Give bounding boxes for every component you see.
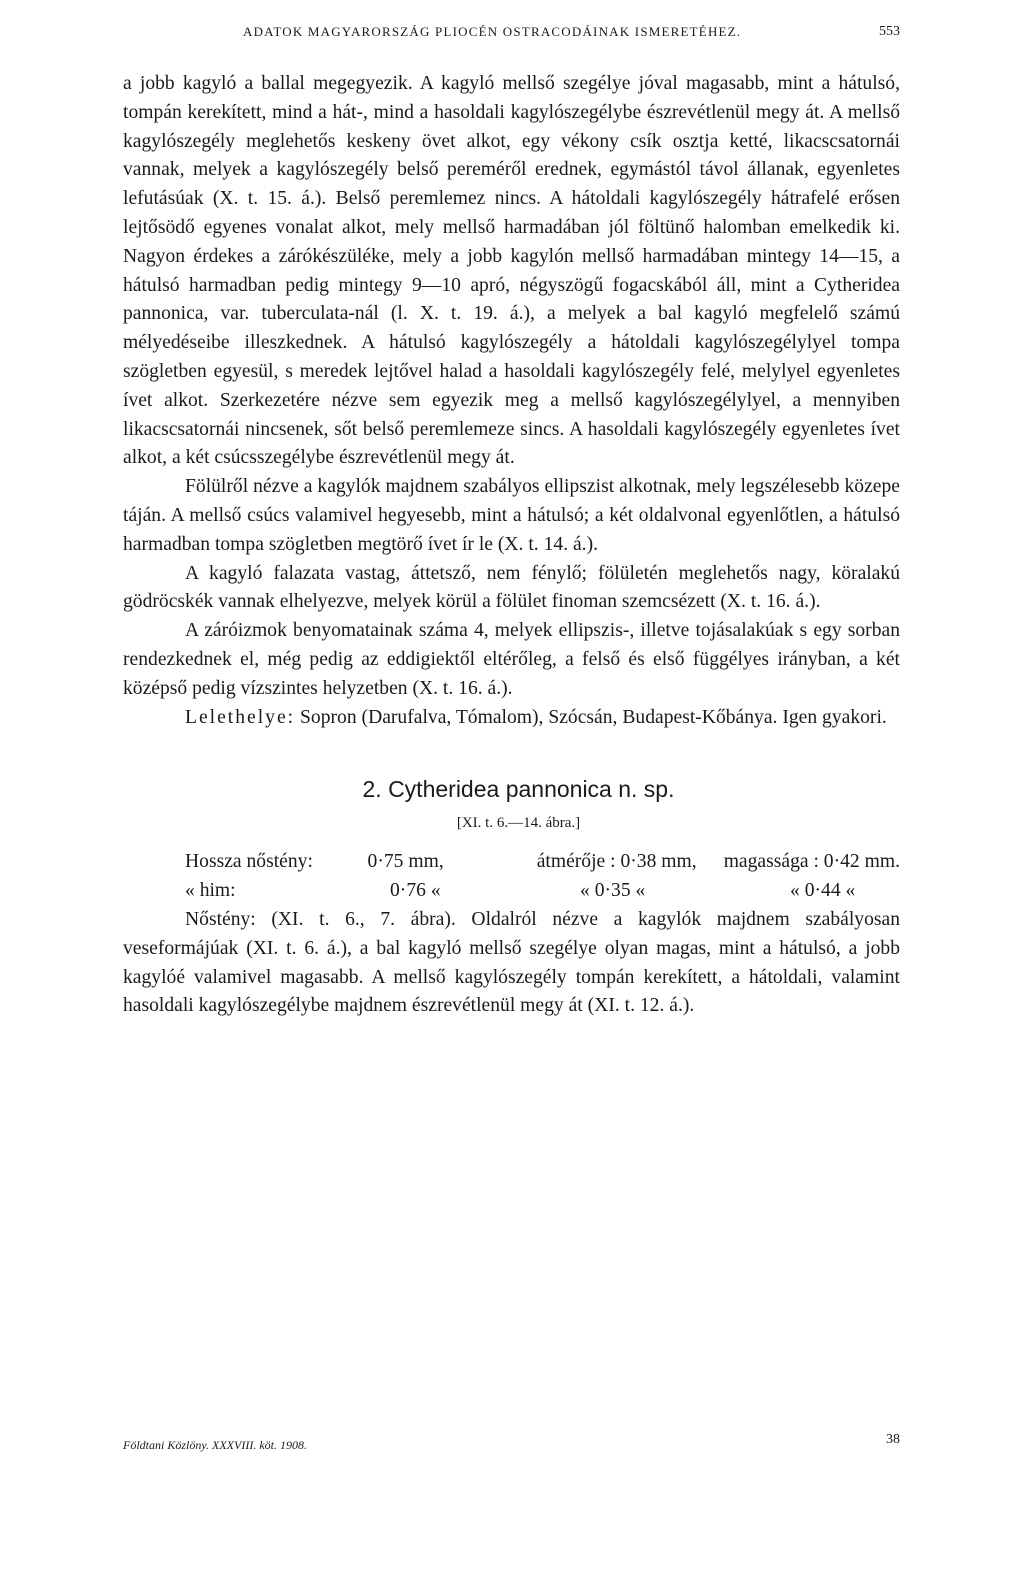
paragraph-4: A záróizmok benyomatainak száma 4, melyek ellipszis-, illetve tojásalakúak s egy sorban rendezkednek el, még pedig az eddigiektől eltérőleg, a felső és első függélyes irányban, a két középső pedig vízszintes helyzetben (X. t. 16. á.). xyxy=(123,620,900,699)
measurement-row-female xyxy=(123,848,900,877)
page-footer xyxy=(123,1432,900,1462)
paragraph-3: A kagyló falazata vastag, áttetsző, nem fénylő; fölületén meglehetős nagy, köralakú gödröcskék vannak elhelyezve, melyek körül a fölület finoman szemcsézett (X. t. 16. á.). xyxy=(123,562,900,613)
running-title: ADATOK MAGYARORSZÁG PLIOCÉN OSTRACODÁINAK ISMERETÉHEZ. xyxy=(243,24,742,39)
measurement-height: magassága : 0·42 mm. xyxy=(723,851,900,873)
measurement-label: « him: xyxy=(185,880,236,902)
journal-citation: Földtani Közlöny. XXXVIII. köt. 1908. xyxy=(123,1438,307,1452)
figure-reference: [XI. t. 6.—14. ábra.] xyxy=(456,815,581,832)
body-text xyxy=(123,70,900,1021)
section-title: 2. Cytheridea pannonica n. sp. xyxy=(362,776,675,803)
locality-paragraph xyxy=(123,704,900,733)
measurement-row-male xyxy=(123,877,900,906)
sheet-number: 38 xyxy=(886,1432,900,1447)
locality-label: Lelethelye: xyxy=(185,706,296,728)
measurement-label: Hossza nőstény: xyxy=(185,851,313,873)
page-number: 553 xyxy=(879,24,900,39)
measurement-height: « 0·44 « xyxy=(790,880,856,902)
locality-text: Sopron (Darufalva, Tómalom), Szócsán, Budapest-Kőbánya. Igen gyakori. xyxy=(300,706,887,728)
paragraph-2: Fölülről nézve a kagylók majdnem szabályos ellipszist alkotnak, mely legszélesebb közepe táján. A mellső csúcs valamivel hegyesebb, mint a hátulsó; a két oldalvonal egyenlőtlen, a hátulsó harmadban tompa szögletben megtörő ívet ír le (X. t. 14. á.). xyxy=(123,476,900,555)
measurement-width: átmérője : 0·38 mm, xyxy=(536,851,697,873)
measurement-length: 0·76 « xyxy=(390,880,441,902)
paragraph-1: a jobb kagyló a ballal megegyezik. A kagyló mellső szegélye jóval magasabb, mint a hátulsó, tompán kerekített, mind a hát-, mind a hasoldali kagylószegélybe észrevétlenül megy át. A mellső kagylószegély meglehetős keskeny övet alkot, egy vékony csík osztja ketté, likacscsatornái vannak, melyek a kagylószegély belső pereméről erednek, egymástól távol állanak, egyenletes lefutásúak (X. t. 15. á.). Belső peremlemez nincs. A hátoldali kagylószegély hátrafelé erősen lejtősödő egyenes vonalat alkot, mely mellső harmadában jól föltünő halomban emelkedik ki. Nagyon érdekes a zárókészüléke, mely a jobb kagylón mellső harmadában mintegy 14—15, a hátulsó harmadban pedig mintegy 9—10 apró, négyszögű fogacskából áll, mint a Cytheridea pannonica, var. tuberculata-nál (l. X. t. 19. á.), a melyek a bal kagyló megfelelő számú mélyedéseibe illeszkednek. A hátulsó kagylószegély a hátoldali kagylószegélylyel tompa szögletben egyesül, s meredek lejtővel halad a hasoldali kagylószegély felé, melylyel egyenletes ívet alkot. Szerkezetére nézve sem egyezik meg a mellső kagylószegélylyel, a mennyiben likacscsatornái nincsenek, sőt belső peremlemeze sincs. A hasoldali kagylószegély egyenletes ívet alkot, a két csúcsszegélybe észrevétlenül megy át. xyxy=(123,73,900,469)
measurement-length: 0·75 mm, xyxy=(367,851,444,873)
measurement-width: « 0·35 « xyxy=(580,880,646,902)
female-description: Nőstény: (XI. t. 6., 7. ábra). Oldalról nézve a kagylók majdnem szabályosan veseformájúak (XI. t. 6. á.), a bal kagyló mellső szegélye olyan magas, mint a hátulsó, a jobb kagylóé valamivel magasabb. A mellső kagylószegély tompán kerekített, a hátoldali, valamint hasoldali kagylószegélybe majdnem észrevétlenül megy át (XI. t. 12. á.). xyxy=(123,908,900,1017)
